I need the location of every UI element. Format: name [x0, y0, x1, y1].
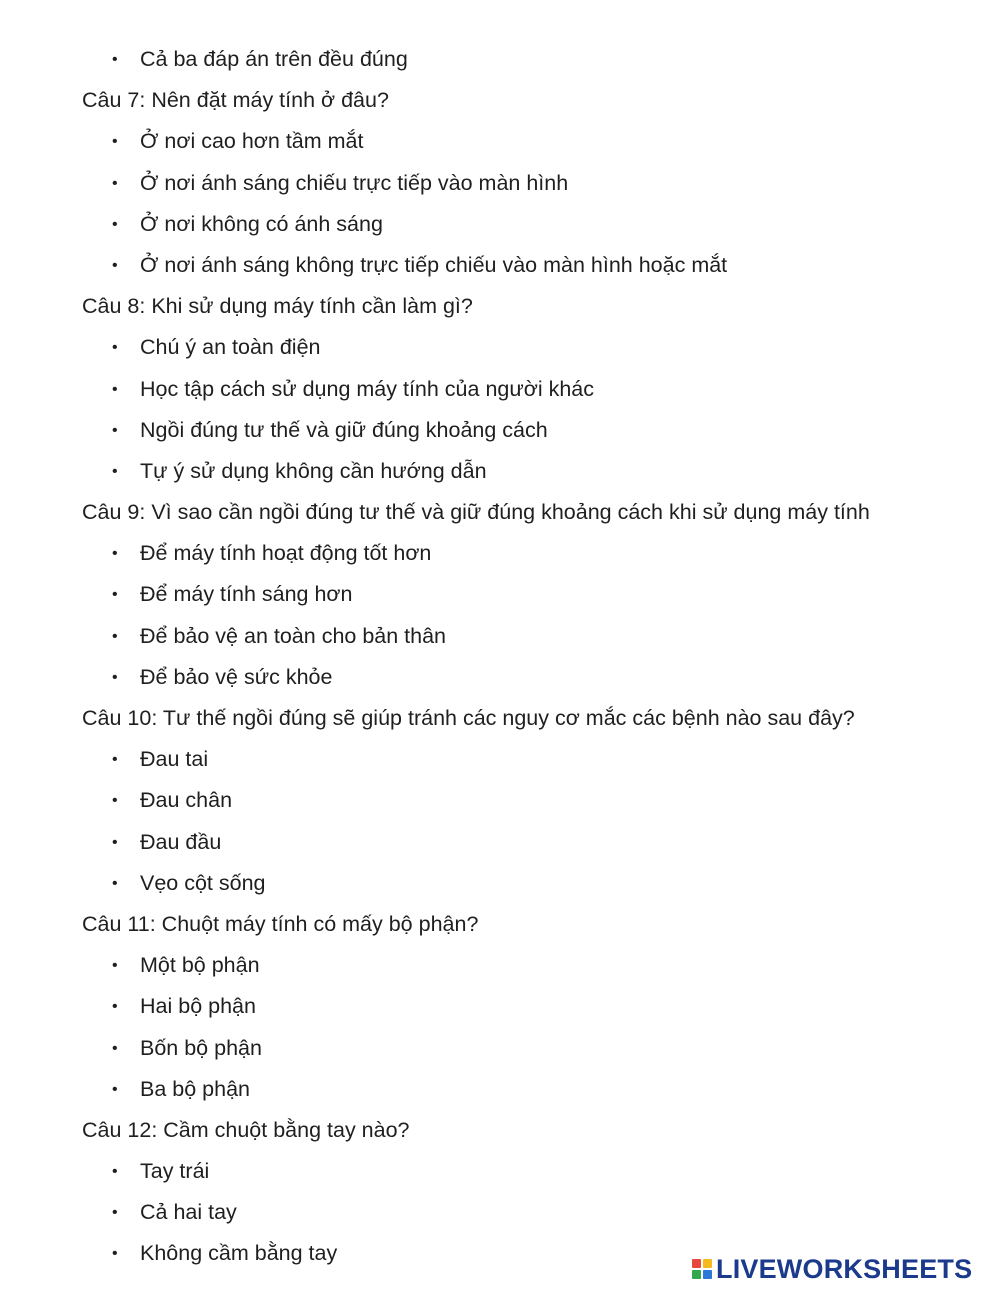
- option-label: Để máy tính sáng hơn: [140, 582, 353, 607]
- answer-option: [82, 739, 962, 780]
- answer-option: [82, 945, 962, 986]
- logo-square-blue: [703, 1270, 712, 1279]
- bullet-icon: •: [112, 174, 118, 192]
- liveworksheets-logo: [692, 1254, 972, 1284]
- answer-option: [82, 533, 962, 574]
- bullet-icon: •: [112, 586, 118, 604]
- option-label: Bốn bộ phận: [140, 1035, 262, 1060]
- logo-square-red: [692, 1259, 701, 1268]
- question-label: Câu 8: Khi sử dụng máy tính cần làm gì?: [82, 294, 473, 319]
- option-label: Ở nơi ánh sáng không trực tiếp chiếu vào màn hình hoặc mắt: [140, 252, 728, 277]
- option-label: Tự ý sử dụng không cần hướng dẫn: [140, 458, 487, 483]
- bullet-icon: •: [112, 421, 118, 439]
- bullet-icon: •: [112, 462, 118, 480]
- bullet-icon: •: [112, 957, 118, 975]
- worksheet-body: [82, 39, 962, 1275]
- option-label: Đau chân: [140, 788, 233, 813]
- option-label: Đau tai: [140, 747, 209, 772]
- question-label: Câu 11: Chuột máy tính có mấy bộ phận?: [82, 911, 479, 936]
- bullet-icon: •: [112, 1204, 118, 1222]
- bullet-icon: •: [112, 751, 118, 769]
- answer-option: [82, 327, 962, 368]
- question-text: [82, 1110, 962, 1151]
- option-label: Để máy tính hoạt động tốt hơn: [140, 541, 432, 566]
- bullet-icon: •: [112, 874, 118, 892]
- bullet-icon: •: [112, 833, 118, 851]
- answer-option: [82, 822, 962, 863]
- bullet-icon: •: [112, 1039, 118, 1057]
- question-label: Câu 9: Vì sao cần ngồi đúng tư thế và giữ đúng khoảng cách khi sử dụng máy tính: [82, 500, 870, 525]
- option-label: Ở nơi không có ánh sáng: [140, 211, 383, 236]
- bullet-icon: •: [112, 256, 118, 274]
- bullet-icon: •: [112, 545, 118, 563]
- option-label: Cả ba đáp án trên đều đúng: [140, 47, 408, 71]
- question-text: [82, 492, 962, 533]
- question-text: [82, 904, 962, 945]
- bullet-icon: •: [112, 380, 118, 398]
- question-text: [82, 286, 962, 327]
- question-text: [82, 80, 962, 121]
- answer-option: [82, 657, 962, 698]
- answer-option: [82, 780, 962, 821]
- bullet-icon: •: [112, 1163, 118, 1181]
- logo-mark-icon: [692, 1259, 712, 1279]
- answer-option: [82, 574, 962, 615]
- bullet-icon: •: [112, 215, 118, 233]
- option-label: Chú ý an toàn điện: [140, 335, 321, 360]
- bullet-icon: •: [112, 627, 118, 645]
- question-label: Câu 12: Cầm chuột bằng tay nào?: [82, 1117, 410, 1142]
- option-label: Ở nơi ánh sáng chiếu trực tiếp vào màn hình: [140, 170, 569, 195]
- option-label: Học tập cách sử dụng máy tính của người khác: [140, 376, 595, 401]
- option-label: Để bảo vệ sức khỏe: [140, 664, 333, 689]
- answer-option: [82, 163, 962, 204]
- bullet-icon: •: [112, 1080, 118, 1098]
- answer-option: [82, 121, 962, 162]
- answer-option: [82, 410, 962, 451]
- answer-option: [82, 863, 962, 904]
- option-label: Hai bộ phận: [140, 994, 256, 1019]
- option-label: Ở nơi cao hơn tầm mắt: [140, 129, 364, 154]
- option-label: Ba bộ phận: [140, 1076, 250, 1101]
- option-label: Tay trái: [140, 1159, 210, 1184]
- option-label: Đau đầu: [140, 829, 222, 854]
- bullet-icon: •: [112, 339, 118, 357]
- answer-option: [82, 369, 962, 410]
- bullet-icon: •: [112, 792, 118, 810]
- bullet-icon: •: [112, 668, 118, 686]
- bullet-icon: •: [112, 51, 118, 68]
- question-text: [82, 698, 962, 739]
- bullet-icon: •: [112, 1245, 118, 1263]
- bullet-icon: •: [112, 133, 118, 151]
- question-label: Câu 10: Tư thế ngồi đúng sẽ giúp tránh các nguy cơ mắc các bệnh nào sau đây?: [82, 706, 855, 730]
- answer-option: [82, 204, 962, 245]
- answer-option: [82, 616, 962, 657]
- question-label: Câu 7: Nên đặt máy tính ở đâu?: [82, 88, 389, 113]
- answer-option: [82, 1069, 962, 1110]
- logo-text: LIVEWORKSHEETS: [716, 1254, 973, 1284]
- logo-square-green: [692, 1270, 701, 1279]
- option-label: Vẹo cột sống: [140, 870, 266, 895]
- answer-option: [82, 986, 962, 1027]
- answer-option: [82, 451, 962, 492]
- answer-option: [82, 1192, 962, 1233]
- answer-option: [82, 39, 962, 80]
- option-label: Ngồi đúng tư thế và giữ đúng khoảng cách: [140, 417, 548, 442]
- logo-square-yellow: [703, 1259, 712, 1268]
- answer-option: [82, 245, 962, 286]
- option-label: Một bộ phận: [140, 953, 260, 978]
- answer-option: [82, 1028, 962, 1069]
- option-label: Cả hai tay: [140, 1200, 237, 1225]
- bullet-icon: •: [112, 998, 118, 1016]
- answer-option: [82, 1151, 962, 1192]
- option-label: Để bảo vệ an toàn cho bản thân: [140, 623, 447, 648]
- option-label: Không cầm bằng tay: [140, 1241, 338, 1266]
